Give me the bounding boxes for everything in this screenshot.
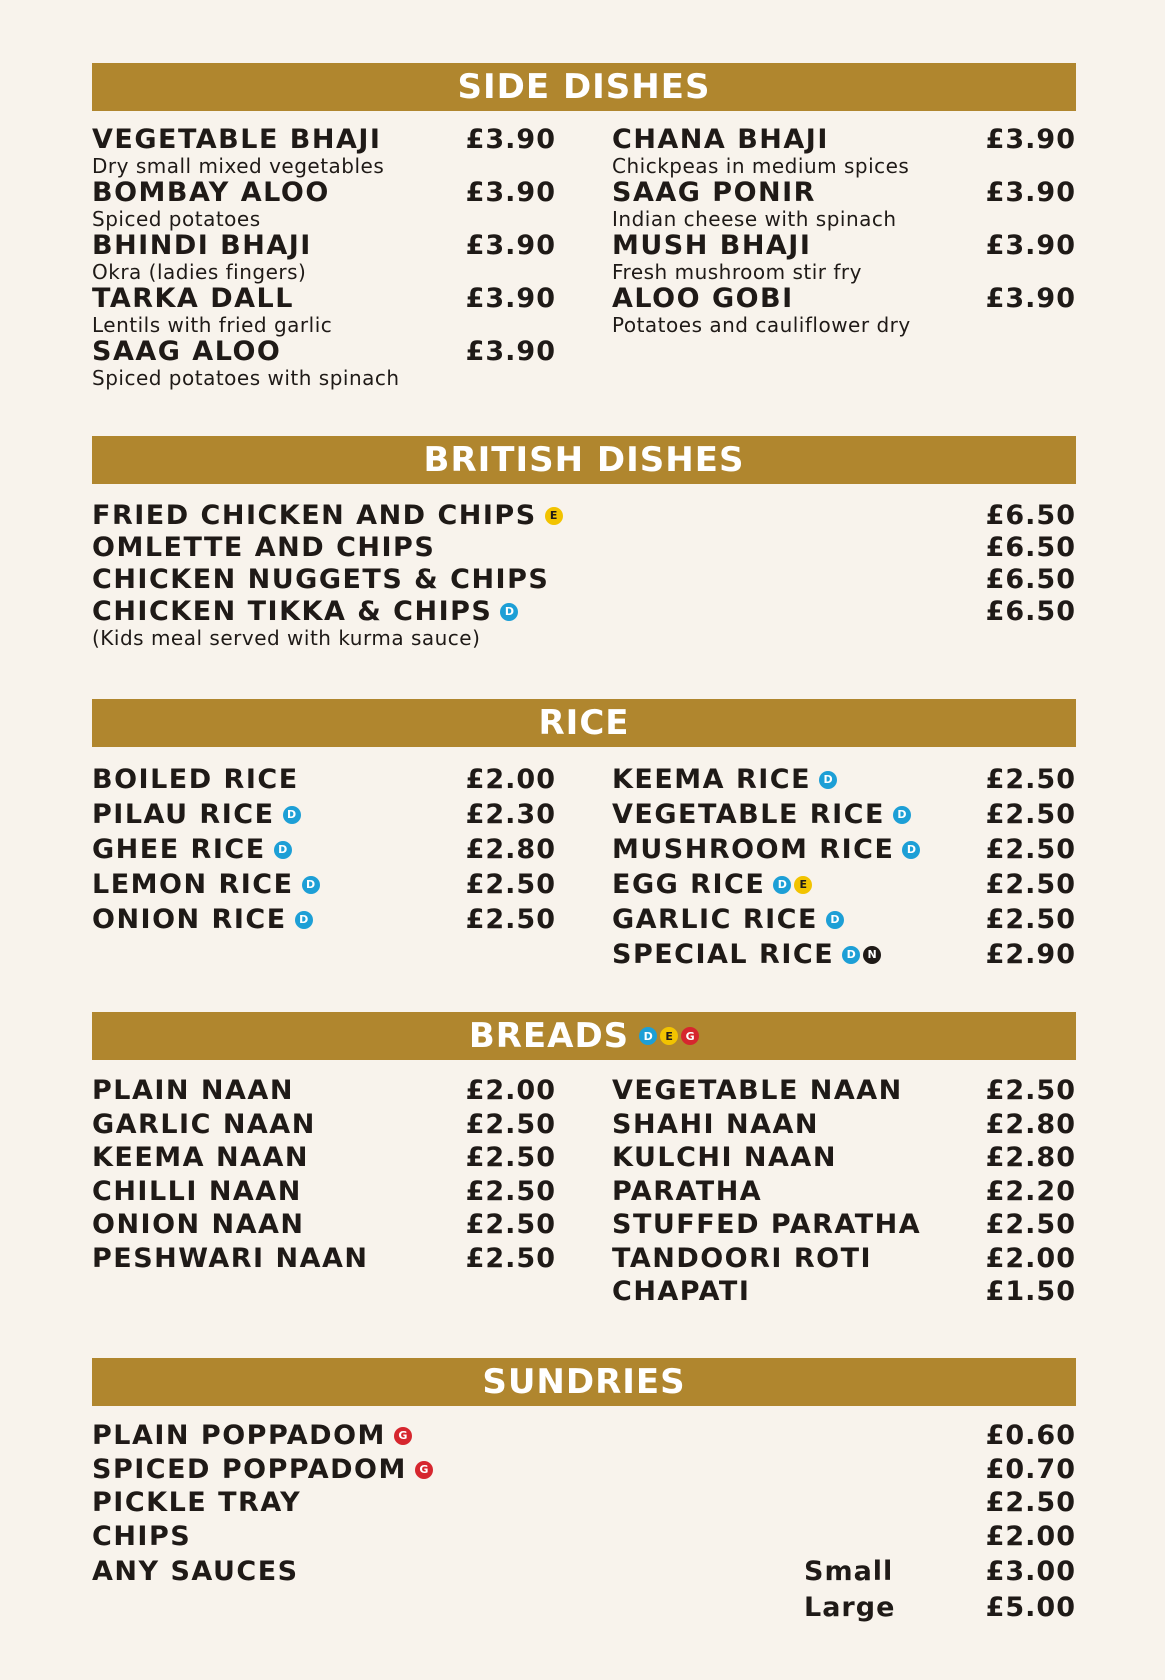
item-name — [92, 500, 1076, 532]
allergen-d-icon: D — [500, 603, 518, 621]
item-description: Lentils with fried garlic — [92, 313, 333, 337]
menu-item — [612, 283, 1076, 336]
item-description: Dry small mixed vegetables — [92, 154, 385, 178]
allergen-d-icon: D — [902, 841, 920, 859]
menu-item — [612, 1075, 1076, 1107]
item-price: £0.60 — [985, 1420, 1076, 1451]
item-allergen-badges — [415, 1461, 433, 1479]
item-price: £3.90 — [465, 283, 556, 314]
item-name-text: CHANA BHAJI — [612, 124, 829, 155]
allergen-e-icon: E — [794, 876, 812, 894]
item-name-text: KEEMA RICE — [612, 764, 812, 795]
item-description: Chickpeas in medium spices — [612, 154, 910, 178]
item-price: £3.90 — [465, 230, 556, 261]
allergen-n-icon: N — [863, 946, 881, 964]
menu-item — [92, 764, 556, 796]
item-name — [92, 596, 1076, 628]
menu-item — [612, 1142, 1076, 1174]
item-name — [92, 1454, 1076, 1486]
menu-item — [612, 124, 1076, 177]
item-name-text: CHILLI NAAN — [92, 1175, 302, 1207]
menu-item — [612, 764, 1076, 796]
sauce-small-price: £3.00 — [985, 1556, 1076, 1587]
item-price: £3.90 — [465, 336, 556, 367]
item-name — [92, 1521, 1076, 1553]
item-name-text: CHICKEN NUGGETS & CHIPS — [92, 564, 550, 595]
menu-item — [92, 904, 556, 936]
item-description: Spiced potatoes — [92, 207, 261, 231]
item-name-text: EGG RICE — [612, 869, 766, 900]
item-allergen-badges — [893, 806, 911, 824]
menu-item — [612, 834, 1076, 866]
item-price: £2.20 — [985, 1175, 1076, 1207]
menu-item — [92, 869, 556, 901]
item-price: £0.70 — [985, 1453, 1076, 1485]
menu-item — [92, 1243, 556, 1275]
allergen-g-icon: G — [415, 1461, 433, 1479]
rice-title: RICE — [538, 703, 630, 743]
breads-title: BREADS — [468, 1016, 630, 1056]
menu-item — [92, 1487, 1076, 1519]
item-price: £3.90 — [985, 177, 1076, 208]
item-name-text: KEEMA NAAN — [92, 1142, 309, 1173]
item-allergen-badges — [295, 911, 313, 929]
item-name-text: PLAIN NAAN — [92, 1075, 294, 1106]
item-allergen-badges — [819, 771, 837, 789]
item-price: £2.90 — [985, 939, 1076, 970]
item-name-text: MUSHROOM RICE — [612, 834, 895, 865]
item-name-text: SPICED POPPADOM — [92, 1453, 407, 1485]
item-allergen-badges — [773, 876, 812, 894]
item-price: £2.50 — [985, 1209, 1076, 1240]
item-price: £3.90 — [465, 177, 556, 208]
item-name — [92, 1420, 1076, 1452]
item-name-text: BOMBAY ALOO — [92, 177, 330, 208]
sauce-small-label: Small — [804, 1556, 894, 1587]
item-description: Spiced potatoes with spinach — [92, 366, 400, 390]
item-description: Indian cheese with spinach — [612, 207, 897, 231]
item-price: £2.50 — [465, 1142, 556, 1173]
item-price: £2.50 — [985, 1075, 1076, 1106]
item-price: £2.50 — [465, 1108, 556, 1140]
item-name-text: SAAG ALOO — [92, 336, 282, 367]
menu-item — [92, 564, 1076, 596]
item-name-text: CHIPS — [92, 1520, 192, 1552]
item-name-text: LEMON RICE — [92, 869, 294, 900]
item-name-text: STUFFED PARATHA — [612, 1209, 922, 1240]
item-name-text: KULCHI NAAN — [612, 1142, 837, 1173]
item-price: £2.50 — [465, 1209, 556, 1240]
item-price: £2.80 — [985, 1142, 1076, 1173]
item-name-text: CHAPATI — [612, 1276, 751, 1307]
item-allergen-badges — [902, 841, 920, 859]
allergen-d-icon: D — [826, 911, 844, 929]
menu-item — [92, 230, 556, 283]
item-allergen-badges — [826, 911, 844, 929]
menu-item — [92, 1521, 1076, 1553]
menu-item — [612, 869, 1076, 901]
allergen-d-icon: D — [295, 911, 313, 929]
menu-item — [612, 177, 1076, 230]
menu-item — [92, 1109, 556, 1141]
menu-item — [612, 1243, 1076, 1275]
item-price: £6.50 — [985, 532, 1076, 563]
menu-item — [92, 834, 556, 866]
british-dishes-title: BRITISH DISHES — [423, 440, 745, 480]
item-name-text: VEGETABLE RICE — [612, 799, 885, 830]
allergen-d-icon: D — [302, 876, 320, 894]
item-name-text: PILAU RICE — [92, 799, 275, 830]
item-price: £2.50 — [985, 834, 1076, 865]
item-name — [92, 1487, 1076, 1519]
item-price: £6.50 — [985, 500, 1076, 531]
item-name-text: PLAIN POPPADOM — [92, 1420, 386, 1451]
item-allergen-badges — [302, 876, 320, 894]
item-price: £2.00 — [985, 1242, 1076, 1274]
item-price: £2.80 — [465, 834, 556, 865]
menu-item — [92, 1209, 556, 1241]
item-allergen-badges — [842, 946, 881, 964]
item-price: £2.50 — [465, 1242, 556, 1274]
item-name-text: TANDOORI ROTI — [612, 1242, 873, 1274]
item-allergen-badges — [283, 806, 301, 824]
item-name-text: CHICKEN TIKKA & CHIPS — [92, 596, 493, 627]
rice-banner — [92, 699, 1076, 747]
item-price: £2.30 — [465, 799, 556, 830]
item-name-text: VEGETABLE BHAJI — [92, 124, 382, 155]
item-price: £2.50 — [985, 799, 1076, 830]
item-allergen-badges — [394, 1427, 412, 1445]
item-name-text: PARATHA — [612, 1175, 763, 1207]
british-dishes-banner — [92, 436, 1076, 484]
menu-item — [92, 596, 1076, 628]
allergen-d-icon: D — [639, 1027, 657, 1045]
item-description: Potatoes and cauliflower dry — [612, 313, 911, 337]
allergen-g-icon: G — [394, 1427, 412, 1445]
menu-item — [92, 283, 556, 336]
allergen-d-icon: D — [274, 841, 292, 859]
item-name — [92, 564, 1076, 596]
menu-item — [612, 939, 1076, 971]
allergen-d-icon: D — [819, 771, 837, 789]
menu-item — [92, 500, 1076, 532]
allergen-d-icon: D — [842, 946, 860, 964]
item-price: £3.90 — [985, 283, 1076, 314]
item-price: £2.80 — [985, 1108, 1076, 1140]
item-description: Okra (ladies fingers) — [92, 260, 307, 284]
menu-item — [612, 904, 1076, 936]
item-allergen-badges — [500, 603, 518, 621]
menu-item — [92, 177, 556, 230]
allergen-d-icon: D — [773, 876, 791, 894]
item-name-text: BOILED RICE — [92, 764, 299, 795]
item-name-text: MUSH BHAJI — [612, 230, 812, 261]
item-name-text: VEGETABLE NAAN — [612, 1075, 903, 1106]
side-dishes-title: SIDE DISHES — [457, 67, 711, 107]
item-name-text: GARLIC RICE — [612, 904, 818, 935]
breads-banner — [92, 1012, 1076, 1060]
menu-item — [92, 1075, 556, 1107]
menu-item — [92, 1454, 1076, 1486]
item-price: £2.50 — [985, 904, 1076, 935]
menu-item — [612, 1276, 1076, 1308]
item-name — [92, 532, 1076, 564]
menu-item — [92, 1420, 1076, 1452]
menu-item — [612, 1176, 1076, 1208]
item-name-text: ONION NAAN — [92, 1209, 305, 1240]
item-price: £2.50 — [985, 1487, 1076, 1518]
item-price: £2.00 — [465, 1075, 556, 1106]
allergen-e-icon: E — [660, 1027, 678, 1045]
item-price: £6.50 — [985, 596, 1076, 627]
item-price: £2.50 — [465, 869, 556, 900]
menu-item — [612, 1109, 1076, 1141]
menu-item — [92, 124, 556, 177]
item-name-text: FRIED CHICKEN AND CHIPS — [92, 500, 537, 531]
item-name-text: TARKA DALL — [92, 283, 294, 314]
item-allergen-badges — [545, 507, 563, 525]
item-description: Fresh mushroom stir fry — [612, 260, 862, 284]
menu-item — [92, 336, 556, 389]
item-price: £6.50 — [985, 564, 1076, 595]
item-price: £3.90 — [985, 230, 1076, 261]
allergen-d-icon: D — [893, 806, 911, 824]
allergen-e-icon: E — [545, 507, 563, 525]
item-name-text: PICKLE TRAY — [92, 1487, 302, 1518]
item-name-text: GHEE RICE — [92, 834, 266, 865]
sundries-title: SUNDRIES — [482, 1362, 686, 1402]
item-price: £2.50 — [985, 869, 1076, 900]
menu-item — [612, 1209, 1076, 1241]
sauce-large-price: £5.00 — [985, 1592, 1076, 1623]
item-price: £2.50 — [465, 1175, 556, 1207]
allergen-g-icon: G — [681, 1027, 699, 1045]
menu-item — [92, 1176, 556, 1208]
item-price: £2.00 — [985, 1520, 1076, 1552]
item-price: £3.90 — [465, 124, 556, 155]
sauce-large-label: Large — [804, 1592, 896, 1623]
item-price: £2.50 — [465, 904, 556, 935]
item-price: £2.50 — [985, 764, 1076, 795]
menu-item — [92, 799, 556, 831]
menu-item — [92, 1142, 556, 1174]
allergen-d-icon: D — [283, 806, 301, 824]
item-name-text: GARLIC NAAN — [92, 1108, 316, 1140]
item-price: £3.90 — [985, 124, 1076, 155]
breads-allergen-badges — [639, 1027, 699, 1045]
item-name-text: PESHWARI NAAN — [92, 1242, 369, 1274]
menu-item — [612, 799, 1076, 831]
item-name-text: SAAG PONIR — [612, 177, 816, 208]
item-name-text: BHINDI BHAJI — [92, 230, 312, 261]
item-name-text: ALOO GOBI — [612, 283, 794, 314]
item-name-text: SPECIAL RICE — [612, 939, 835, 970]
item-name-text: OMLETTE AND CHIPS — [92, 532, 436, 563]
menu-item — [612, 230, 1076, 283]
item-price: £1.50 — [985, 1276, 1076, 1307]
menu-item — [92, 532, 1076, 564]
any-sauces-name: ANY SAUCES — [92, 1556, 299, 1587]
item-name-text: ONION RICE — [92, 904, 287, 935]
sundries-banner — [92, 1358, 1076, 1406]
item-allergen-badges — [274, 841, 292, 859]
side-dishes-banner — [92, 63, 1076, 111]
item-price: £2.00 — [465, 764, 556, 795]
kids-meal-note: (Kids meal served with kurma sauce) — [92, 626, 481, 650]
item-name-text: SHAHI NAAN — [612, 1108, 819, 1140]
